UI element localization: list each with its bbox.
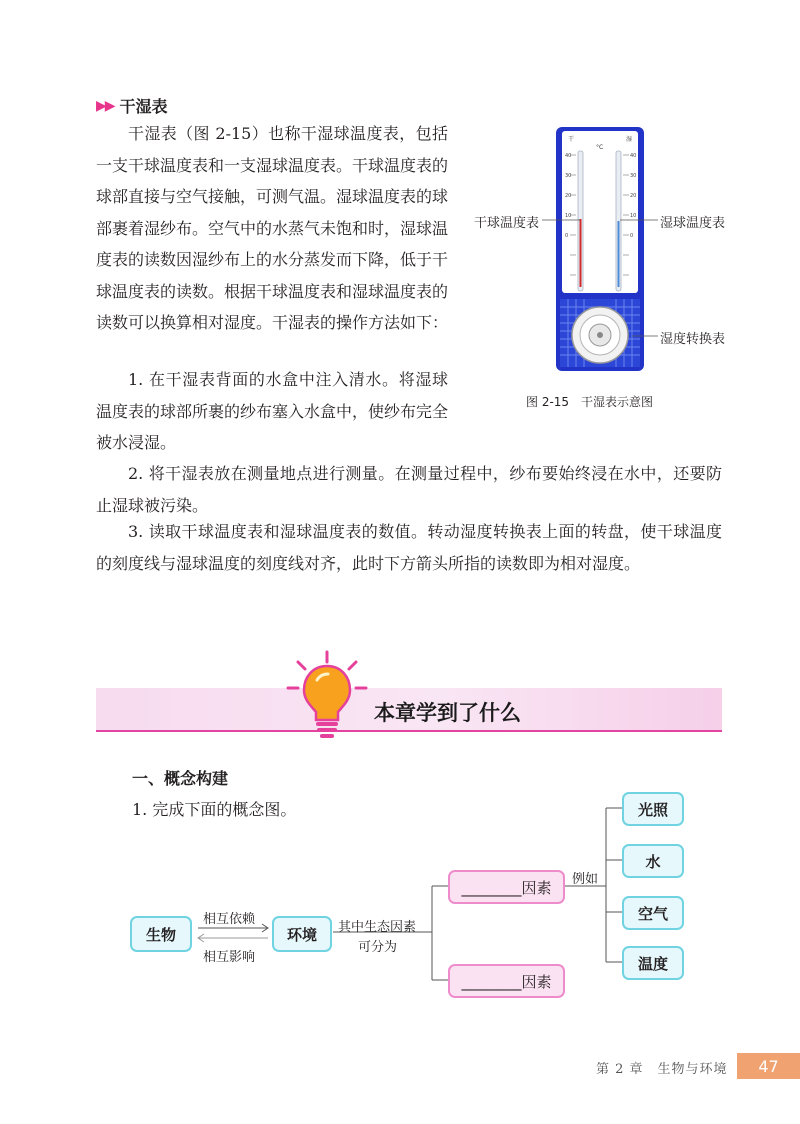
node-light: 光照 — [622, 792, 684, 826]
node-organism: 生物 — [130, 916, 192, 952]
dry-scale-label: 干 — [568, 136, 575, 143]
node-environment: 环境 — [272, 916, 332, 952]
concept-instruction: 1. 完成下面的概念图。 — [132, 800, 297, 819]
figure-callout-lines — [540, 210, 660, 350]
edge-label-example: 例如 — [572, 872, 599, 887]
step-1-paragraph: 1. 在干湿表背面的水盒中注入清水。将湿球温度表的球部所裹的纱布塞入水盒中，使纱布完全被水浸湿。 — [96, 370, 449, 452]
svg-text:30: 30 — [565, 173, 572, 179]
node-factor-blank-bottom[interactable]: ________因素 — [448, 964, 565, 998]
lightbulb-icon — [284, 648, 370, 744]
chapter-footer: 第 2 章 生物与环境 — [596, 1062, 728, 1077]
humidity-dial-label: 湿度转换表 — [660, 332, 726, 347]
wet-scale-label: 湿 — [626, 136, 633, 143]
step-3-paragraph: 3. 读取干球温度表和湿球温度表的数值。转动湿度转换表上面的转盘，使干球温度的刻度线与湿球温度的刻度线对齐，此时下方箭头所指的读数即为相对湿度。 — [96, 522, 722, 573]
concept-heading: 一、概念构建 — [132, 769, 229, 788]
section-heading — [96, 94, 168, 117]
node-water: 水 — [622, 844, 684, 878]
svg-text:10: 10 — [565, 213, 572, 219]
figure-caption: 图 2-15 干湿表示意图 — [526, 395, 654, 409]
step-2-paragraph: 2. 将干湿表放在测量地点进行测量。在测量过程中，纱布要始终浸在水中，还要防止湿球被污染。 — [96, 464, 722, 515]
node-temperature: 温度 — [622, 946, 684, 980]
node-air: 空气 — [622, 896, 684, 930]
summary-title: 本章学到了什么 — [374, 701, 521, 725]
double-arrow-icon: ▶▶ — [96, 97, 114, 114]
edge-label-divide-2: 可分为 — [358, 940, 398, 955]
svg-text:0: 0 — [630, 233, 634, 239]
wet-thermometer-label: 湿球温度表 — [660, 216, 726, 231]
edge-label-affect: 相互影响 — [203, 950, 256, 965]
svg-text:20: 20 — [565, 193, 572, 199]
svg-text:40: 40 — [565, 153, 572, 159]
unit-label: °C — [596, 144, 604, 151]
dry-thermometer-label: 干球温度表 — [474, 216, 540, 231]
node-factor-blank-top[interactable]: ________因素 — [448, 870, 565, 904]
edge-label-divide-1: 其中生态因素 — [338, 920, 417, 935]
svg-text:30: 30 — [630, 173, 637, 179]
page-number: 47 — [737, 1053, 800, 1079]
svg-text:40: 40 — [630, 153, 637, 159]
svg-text:0: 0 — [565, 233, 569, 239]
intro-paragraph: 干湿表（图 2-15）也称干湿球温度表，包括一支干球温度表和一支湿球温度表。干球温度表的球部直接与空气接触，可测气温。湿球温度表的球部裹着湿纱布。空气中的水蒸气未饱和时，湿球温度表的读数因湿纱布上的水分蒸发而下降，低于干球温度表的读数。根据干球温度表和湿球温度表的读数可以换算相对湿度。干湿表的操作方法如下： — [96, 124, 449, 332]
edge-label-depend: 相互依赖 — [203, 912, 256, 927]
svg-text:10: 10 — [630, 213, 637, 219]
svg-text:20: 20 — [630, 193, 637, 199]
section-title: 干湿表 — [119, 97, 168, 116]
